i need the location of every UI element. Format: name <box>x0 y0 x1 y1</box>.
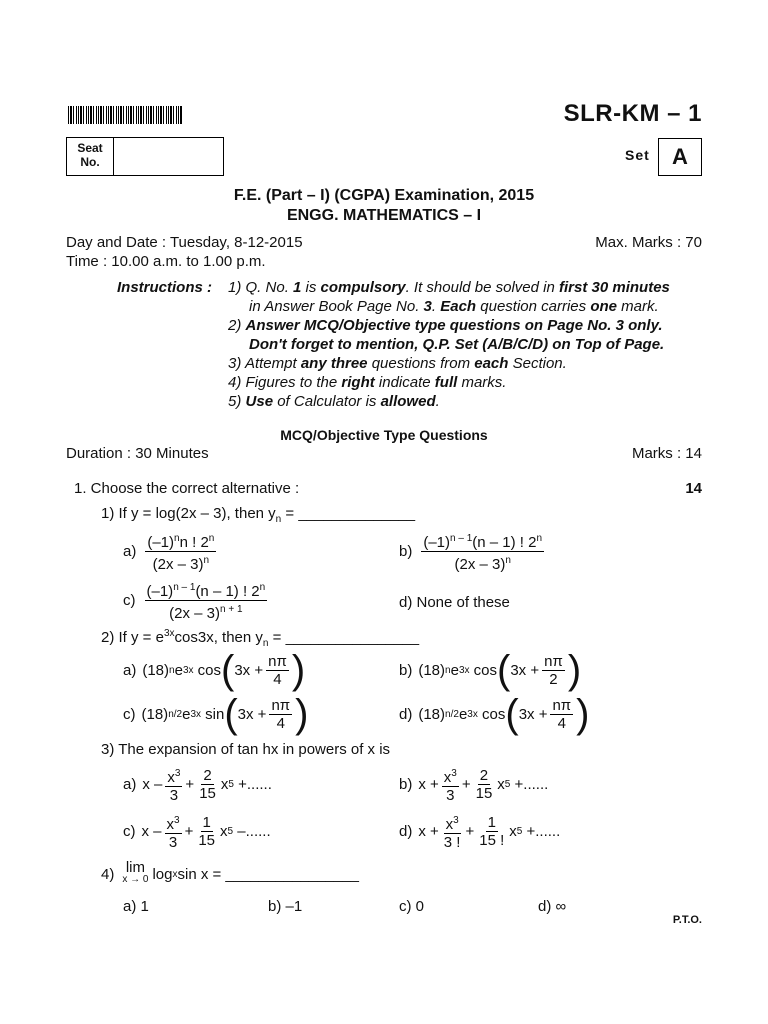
exam-subject: ENGG. MATHEMATICS – I <box>286 207 482 224</box>
seat-label: Seat No. <box>67 138 114 175</box>
day-date: Day and Date : Tuesday, 8-12-2015 <box>66 234 303 251</box>
set-box: A <box>658 138 702 176</box>
q1-3-option-a: a) x – $\frac{x^3}{3}$ + $\frac{2}{15}$ x 5 +...... <box>123 767 272 804</box>
q1-2-option-d: d) (18) n/2 e 3x cos ( 3x + $\frac{n\pi}{4}$ ) <box>399 692 590 736</box>
q1-2-option-a: a) (18) n e 3x cos ( 3x + $\frac{n\pi}{4}$ ) <box>123 648 306 692</box>
instruction-1-cont: in Answer Book Page No. 3. Each question carries one mark. <box>249 298 659 315</box>
max-marks: Max. Marks : 70 <box>595 234 702 251</box>
q1-1-option-c: c) $\frac{(-1)^{n - 1}(n - 1) ! 2^n}{(2x - 3)^{n + 1}}$ <box>123 579 270 622</box>
exam-time: Time : 10.00 a.m. to 1.00 p.m. <box>66 253 266 270</box>
question-1-2: 2) If $y = e^{3x}\cos 3x$, then $y_n$ = ________________ <box>101 628 420 649</box>
paper-code: SLR-KM – 1 <box>563 100 702 127</box>
instruction-2-cont: Don't forget to mention, Q.P. Set (A/B/C/D) on Top of Page. <box>249 336 665 353</box>
q1-3-option-c: c) x – $\frac{x^3}{3}$ + $\frac{1}{15}$ x 5 –...... <box>123 814 271 851</box>
q1-3-option-d: d) x + $\frac{x^3}{3 !}$ + $\frac{1}{15 !}$ x 5 +...... <box>399 814 561 851</box>
set-label: Set <box>625 147 650 163</box>
q1-4-option-d: d) ∞ <box>538 898 567 915</box>
question-1-1: 1) If y = log(2x – 3), then $y_n$ = ______________ <box>101 505 416 525</box>
instructions-label: Instructions : <box>117 279 213 296</box>
instruction-5: 5) Use of Calculator is allowed. <box>228 393 440 410</box>
barcode <box>68 106 182 124</box>
q1-3-option-b: b) x + $\frac{x^3}{3}$ + $\frac{2}{15}$ x 5 +...... <box>399 767 549 804</box>
q1-2-option-b: b) (18) n e 3x cos ( 3x + $\frac{n\pi}{2}$ ) <box>399 648 582 692</box>
instruction-3: 3) Attempt any three questions from each Section. <box>228 355 567 372</box>
mcq-marks: Marks : 14 <box>631 445 702 462</box>
mcq-heading: MCQ/Objective Type Questions <box>280 427 488 443</box>
question-1: 1. Choose the correct alternative : <box>74 480 300 497</box>
pto: P.T.O. <box>672 914 702 926</box>
question-1-3: 3) The expansion of tan hx in powers of x is <box>101 741 391 758</box>
duration: Duration : 30 Minutes <box>66 445 209 462</box>
q1-4-option-b: b) –1 <box>268 898 303 915</box>
question-1-4: 4) lim x → 0 log x sin x = ________________ <box>101 859 359 885</box>
q1-1-option-a: a) $\frac{(-1)^nn ! 2^n}{(2x - 3)^n}$ <box>123 530 219 573</box>
q1-4-option-c: c) 0 <box>399 898 425 915</box>
instruction-1: 1) Q. No. 1 is compulsory. It should be solved in first 30 minutes <box>228 279 670 296</box>
q1-4-option-a: a) 1 <box>123 898 149 915</box>
exam-title: F.E. (Part – I) (CGPA) Examination, 2015 <box>233 187 535 204</box>
instruction-4: 4) Figures to the right indicate full marks. <box>228 374 507 391</box>
seat-number-field[interactable] <box>114 138 223 175</box>
instruction-2: 2) Answer MCQ/Objective type questions on Page No. 3 only. <box>228 317 663 334</box>
q1-2-option-c: c) (18) n/2 e 3x sin ( 3x + $\frac{n\pi}{4}$ ) <box>123 692 309 736</box>
question-1-marks: 14 <box>685 480 702 497</box>
q1-1-option-b: b) $\frac{(-1)^{n - 1}(n - 1) ! 2^n}{(2x - 3)^n}$ <box>399 530 547 573</box>
seat-number-box <box>66 137 224 176</box>
q1-1-option-d: d) None of these <box>399 594 510 611</box>
